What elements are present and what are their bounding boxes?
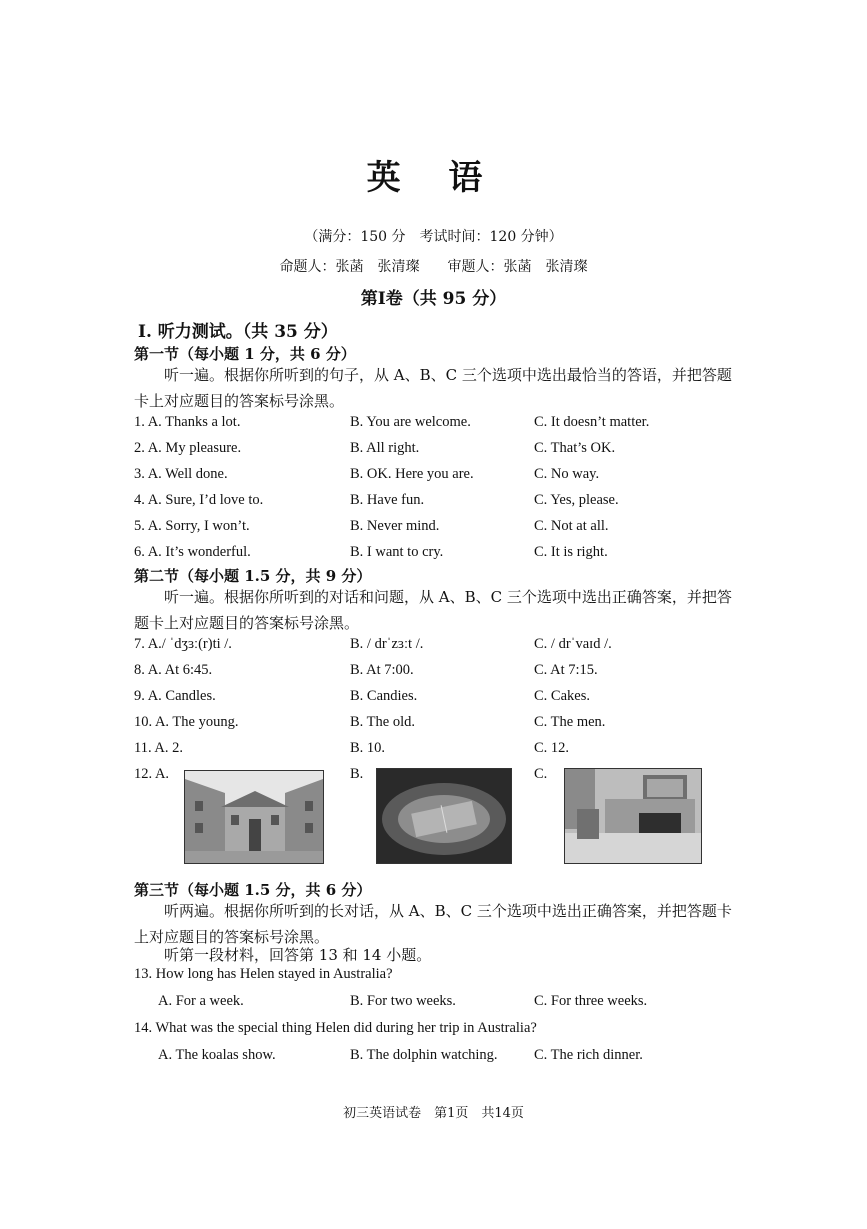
question-14: 14. What was the special thing Helen did during her trip in Australia? [134, 1020, 537, 1036]
question-row [134, 740, 774, 764]
question-row [134, 714, 774, 738]
option-b: B. Never mind. [350, 518, 440, 534]
option-a: 11. A. 2. [134, 740, 184, 756]
option-b: B. Have fun. [350, 492, 425, 508]
option-c: C. Cakes. [534, 688, 590, 704]
question-row [134, 662, 774, 686]
option-b: B. Candies. [350, 688, 418, 704]
option-a: A. The koalas show. [158, 1047, 276, 1063]
option-c: C. For three weeks. [534, 993, 648, 1009]
question13-options [158, 993, 778, 1017]
option-b: B. 10. [350, 740, 386, 756]
page-footer: 初三英语试卷 第1页 共14页 [343, 1106, 524, 1121]
option-b: B. / drˈzɜːt /. [350, 636, 424, 652]
option-b: B. For two weeks. [350, 993, 456, 1009]
living-room-image [565, 769, 701, 863]
question-row [134, 688, 774, 712]
option-b: B. OK. Here you are. [350, 466, 474, 482]
option-b: B. [350, 766, 364, 782]
option-c: C. The rich dinner. [534, 1047, 643, 1063]
section2-instruction: 听一遍。根据你所听到的对话和问题，从 A、B、C 三个选项中选出正确答案，并把答题卡上对应题目的答案标号涂黑。 [134, 588, 732, 632]
option-a: 12. A. [134, 766, 170, 782]
option-c: C. [534, 766, 548, 782]
option-b: B. At 7:00. [350, 662, 414, 678]
option-c: C. Not at all. [534, 518, 609, 534]
option-a: 10. A. The young. [134, 714, 239, 730]
option-c: C. No way. [534, 466, 600, 482]
living-room-picture [564, 768, 702, 864]
stadium-image [377, 769, 511, 863]
question-row [134, 414, 774, 438]
option-c: C. / drˈvaɪd /. [534, 636, 612, 652]
option-a: 9. A. Candles. [134, 688, 216, 704]
question-13: 13. How long has Helen stayed in Australia? [134, 966, 393, 982]
section3-instruction: 听两遍。根据你所听到的长对话，从 A、B、C 三个选项中选出正确答案，并把答题卡上对应题目的答案标号涂黑。 [134, 902, 732, 946]
section3-note: 听第一段材料，回答第 13 和 14 小题。 [164, 946, 432, 964]
authors-line: 命题人：张菡 张清璨 审题人：张菡 张清璨 [279, 259, 588, 275]
section3-heading: 第三节（每小题 1.5 分，共 6 分） [134, 881, 372, 899]
option-c: C. That’s OK. [534, 440, 616, 456]
question-row [134, 466, 774, 490]
option-a: A. For a week. [158, 993, 244, 1009]
option-c: C. At 7:15. [534, 662, 598, 678]
option-a: 8. A. At 6:45. [134, 662, 213, 678]
stadium-picture [376, 768, 512, 864]
part-title: Ⅰ. 听力测试。（共 35 分） [138, 322, 338, 342]
question-row [134, 518, 774, 542]
question14-options [158, 1047, 778, 1071]
page-title: 英 语 [366, 158, 501, 198]
option-a: 4. A. Sure, I’d love to. [134, 492, 264, 508]
option-b: B. All right. [350, 440, 420, 456]
option-a: 6. A. It’s wonderful. [134, 544, 251, 560]
option-b: B. I want to cry. [350, 544, 444, 560]
building-image [185, 771, 323, 863]
option-c: C. The men. [534, 714, 606, 730]
section1-instruction: 听一遍。根据你所听到的句子，从 A、B、C 三个选项中选出最恰当的答语，并把答题卡上对应题目的答案标号涂黑。 [134, 366, 732, 410]
volume-title: 第Ⅰ卷（共 95 分） [360, 289, 507, 309]
option-b: B. You are welcome. [350, 414, 471, 430]
option-b: B. The dolphin watching. [350, 1047, 498, 1063]
option-a: 3. A. Well done. [134, 466, 228, 482]
option-c: C. It is right. [534, 544, 608, 560]
question-row [134, 636, 774, 660]
option-a: 1. A. Thanks a lot. [134, 414, 241, 430]
option-a: 2. A. My pleasure. [134, 440, 242, 456]
exam-info: （满分：150 分 考试时间：120 分钟） [304, 229, 563, 245]
section1-heading: 第一节（每小题 1 分，共 6 分） [134, 345, 356, 363]
option-a: 7. A./ ˈdʒɜː(r)ti /. [134, 636, 232, 652]
option-a: 5. A. Sorry, I won’t. [134, 518, 250, 534]
option-c: C. Yes, please. [534, 492, 619, 508]
option-c: C. It doesn’t matter. [534, 414, 650, 430]
question-row [134, 492, 774, 516]
section2-heading: 第二节（每小题 1.5 分，共 9 分） [134, 567, 372, 585]
building-picture [184, 770, 324, 864]
option-c: C. 12. [534, 740, 570, 756]
option-b: B. The old. [350, 714, 415, 730]
question-row [134, 440, 774, 464]
